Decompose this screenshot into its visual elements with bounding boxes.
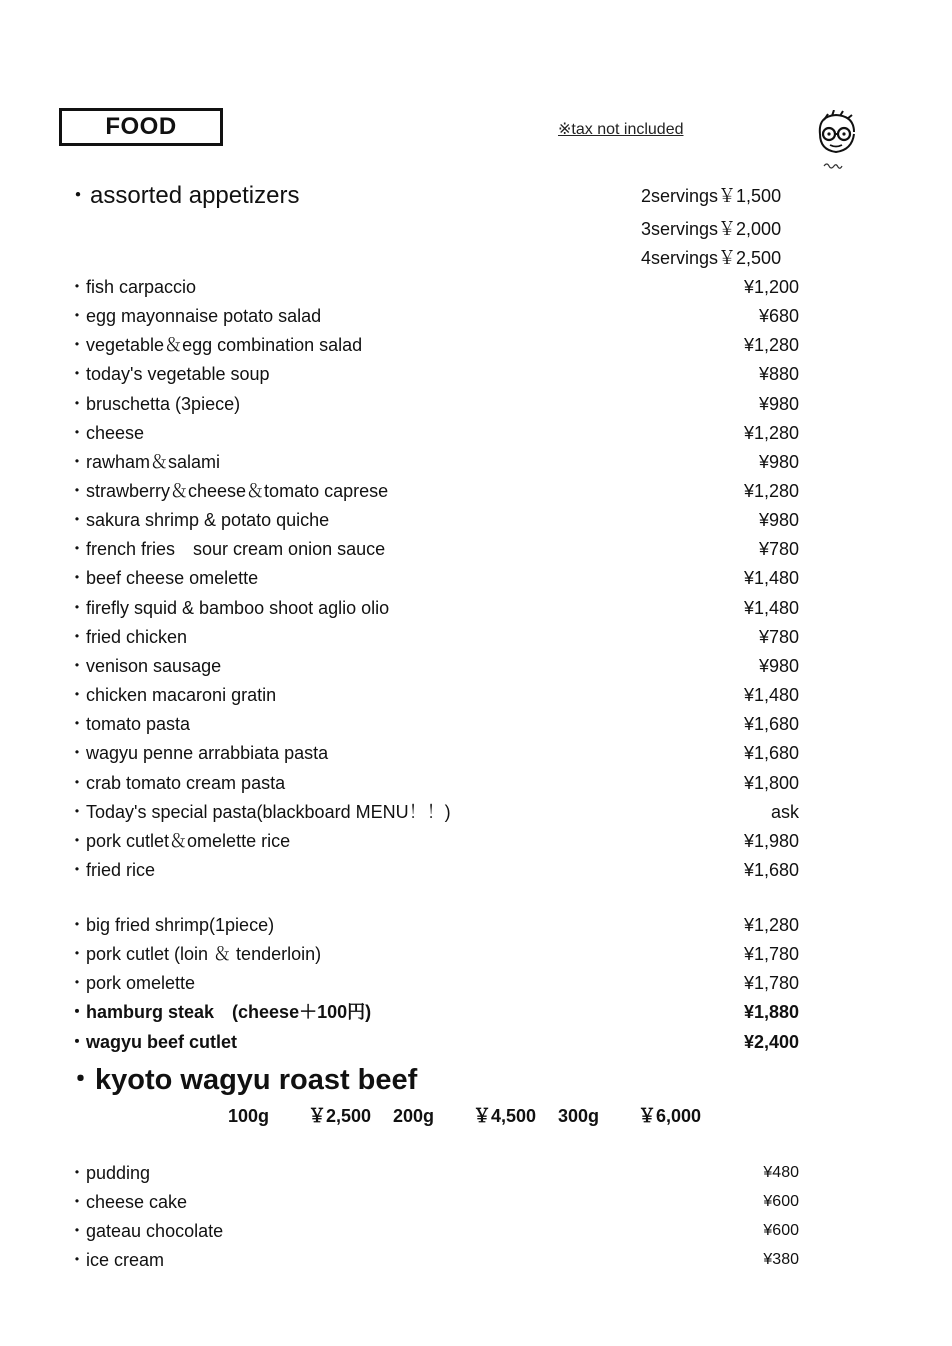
roast-beef-weight: 300g [558,1106,600,1126]
menu-item-name: ・chicken macaroni gratin [68,685,277,705]
menu-item [68,596,799,620]
menu-item-name: ・fried rice [68,860,156,880]
dessert-item [68,1190,799,1214]
menu-item-price: ¥780 [758,627,799,647]
menu-item [68,304,799,328]
menu-item-price: ¥880 [758,364,799,384]
dessert-item-name: ・cheese cake [68,1192,188,1212]
dessert-item-price: ¥600 [763,1193,799,1210]
main-item [68,971,799,995]
menu-item-name: ・bruschetta (3piece) [68,394,241,414]
menu-item-name: ・Today's special pasta(blackboard MENU！！) [68,802,451,822]
menu-item-price: ¥980 [758,510,799,530]
serving-option: 3servings￥2,000 [641,219,782,239]
main-item-price: ¥1,780 [743,944,799,964]
menu-item-name: ・beef cheese omelette [68,568,259,588]
main-item [68,913,799,937]
food-title-box [59,108,223,146]
menu-item [68,683,799,707]
menu-item [68,771,799,795]
menu-item-price: ¥980 [758,452,799,472]
main-item-name: ・wagyu beef cutlet [68,1032,238,1052]
menu-item-name: ・wagyu penne arrabbiata pasta [68,743,329,763]
menu-item [68,450,799,474]
menu-item-price: ¥1,280 [743,481,799,501]
roast-beef-price: ￥6,000 [638,1106,702,1126]
menu-item-name: ・firefly squid & bamboo shoot aglio olio [68,598,390,618]
menu-item-price: ¥780 [758,539,799,559]
dessert-item-price: ¥380 [763,1251,799,1268]
main-item-price: ¥1,880 [743,1002,799,1022]
main-item [68,1030,799,1054]
menu-item-price: ¥1,200 [743,277,799,297]
menu-item-price: ¥1,480 [743,598,799,618]
roast-beef-options [228,1104,728,1128]
roast-beef-price: ￥2,500 [308,1106,372,1126]
menu-item [68,741,799,765]
menu-item [68,858,799,882]
menu-item-price: ¥1,280 [743,335,799,355]
menu-item [68,333,799,357]
menu-item-name: ・rawham＆salami [68,452,221,472]
menu-item-name: ・french fries sour cream onion sauce [68,539,386,559]
menu-item-name: ・venison sausage [68,656,222,676]
menu-item-name: ・cheese [68,423,145,443]
menu-item [68,829,799,853]
main-item [68,1000,799,1024]
dessert-item-name: ・ice cream [68,1250,165,1270]
menu-item-price: ¥1,480 [743,685,799,705]
menu-item [68,479,799,503]
dessert-item [68,1219,799,1243]
menu-item [68,362,799,386]
serving-option: 2servings￥1,500 [641,186,782,206]
menu-item-price: ¥680 [758,306,799,326]
roast-beef-price: ￥4,500 [473,1106,537,1126]
menu-item-price: ¥1,680 [743,743,799,763]
main-item-name: ・pork omelette [68,973,196,993]
main-item-price: ¥1,780 [743,973,799,993]
menu-item [68,800,799,824]
dessert-item-name: ・gateau chocolate [68,1221,224,1241]
menu-item-price: ¥1,280 [743,423,799,443]
menu-item-price: ¥980 [758,394,799,414]
roast-beef-title: ・kyoto wagyu roast beef [66,1064,418,1096]
main-item-name: ・big fried shrimp(1piece) [68,915,275,935]
menu-item-name: ・tomato pasta [68,714,191,734]
menu-item [68,537,799,561]
dessert-item-price: ¥600 [763,1222,799,1239]
menu-item-name: ・sakura shrimp & potato quiche [68,510,330,530]
main-item-name: ・hamburg steak (cheese＋100円) [68,1002,372,1022]
menu-item-price: ¥1,980 [743,831,799,851]
menu-item [68,654,799,678]
main-item-name: ・pork cutlet (loin ＆ tenderloin) [68,944,322,964]
menu-item-price: ¥980 [758,656,799,676]
menu-item-price: ¥1,800 [743,773,799,793]
menu-item-price: ¥1,480 [743,568,799,588]
main-item-price: ¥1,280 [743,915,799,935]
menu-item-name: ・strawberry＆cheese＆tomato caprese [68,481,389,501]
serving-option: 4servings￥2,500 [641,248,782,268]
tax-note: ※tax not included [558,121,684,138]
menu-item [68,508,799,532]
menu-item [68,712,799,736]
main-item [68,942,799,966]
dessert-item [68,1161,799,1185]
menu-item-name: ・fish carpaccio [68,277,197,297]
menu-item-name: ・today's vegetable soup [68,364,270,384]
appetizers-name: ・assorted appetizers [66,182,300,209]
menu-item-name: ・egg mayonnaise potato salad [68,306,322,326]
page-title: FOOD [105,113,177,140]
menu-item-price: ask [770,802,799,822]
menu-item [68,392,799,416]
menu-item-name: ・pork cutlet＆omelette rice [68,831,291,851]
main-item-price: ¥2,400 [743,1032,799,1052]
roast-beef-weight: 100g [228,1106,270,1126]
menu-item-name: ・crab tomato cream pasta [68,773,286,793]
menu-item [68,625,799,649]
menu-item [68,566,799,590]
menu-item-name: ・vegetable＆egg combination salad [68,335,363,355]
dessert-item-price: ¥480 [763,1164,799,1181]
roast-beef-weight: 200g [393,1106,435,1126]
menu-item [68,421,799,445]
menu-item [68,275,799,299]
dessert-item [68,1248,799,1272]
dessert-item-name: ・pudding [68,1163,151,1183]
menu-item-name: ・fried chicken [68,627,188,647]
menu-item-price: ¥1,680 [743,860,799,880]
menu-item-price: ¥1,680 [743,714,799,734]
caricature-logo-icon [810,110,862,174]
